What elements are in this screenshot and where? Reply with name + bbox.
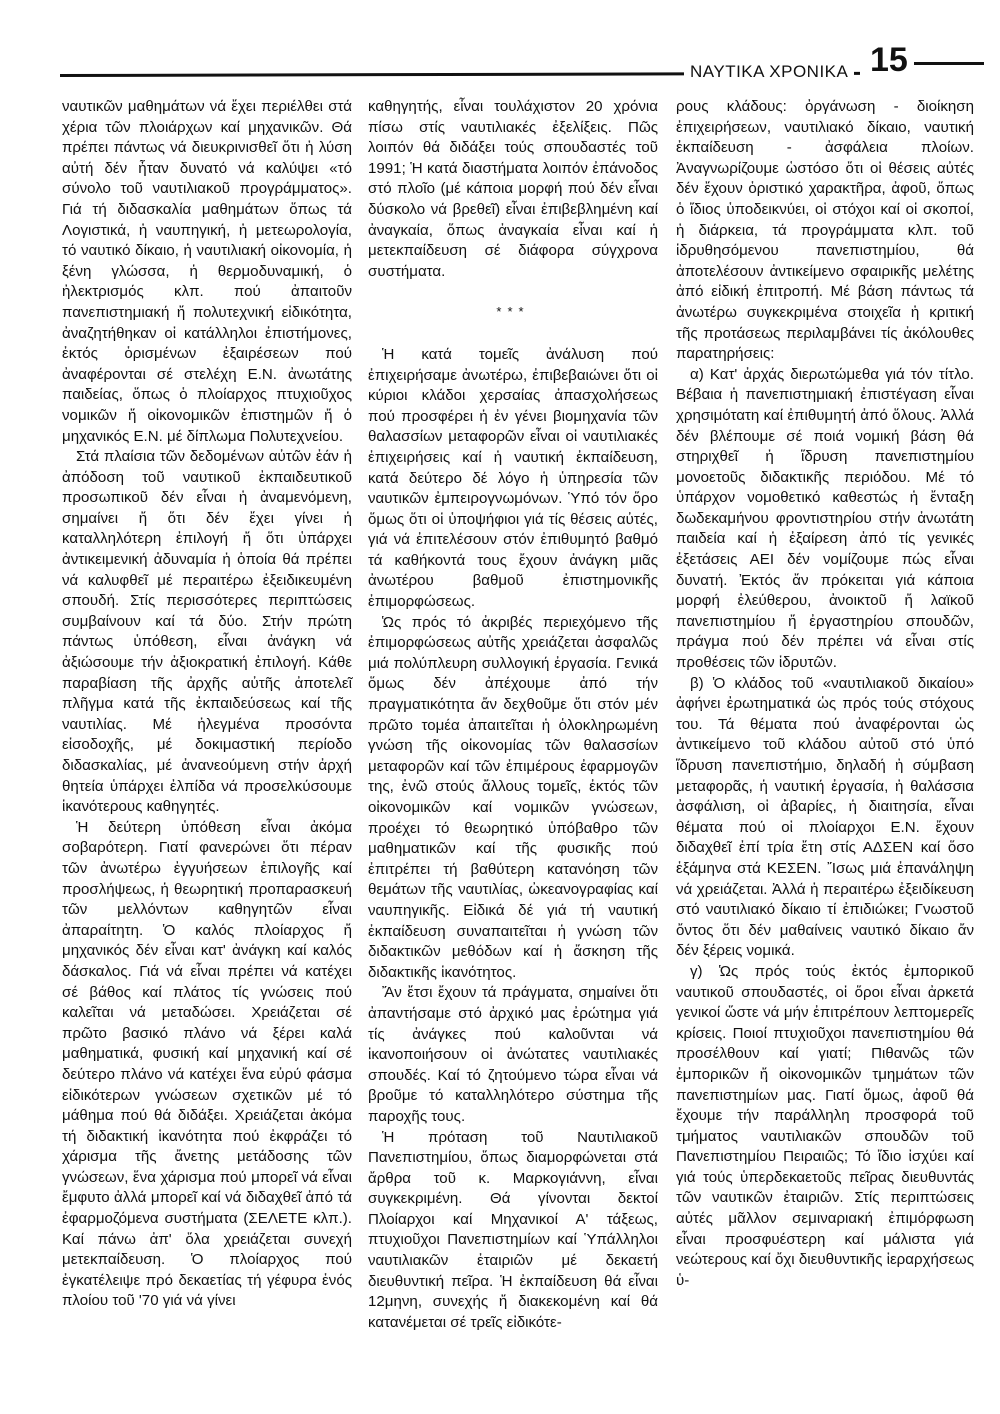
paragraph: α) Κατ' ἀρχάς διερωτώμεθα γιά τόν τίτλο. Βέβαια ἡ πανεπιστημιακή ἐπιστέγαση εἶναι χρησιμότατη καί ἐπιθυμητή ἀπό ὅλους. Ἀλλά δέν βλέπουμε σέ ποιά νομική βάση θά στηριχθεῖ ἡ ἵδρυση πανεπιστημίου μονοετοῦς διδακτικῆς περιόδου. Μέ τό ὑπάρχον νομοθετικό καθεστώς ἡ ἔνταξη δωδεκαμήνου φροντιστηρίου στήν ἀνωτάτη παιδεία καί ἡ ἐξαίρεση ἀπό τίς γενικές ἐξετάσεις ΑΕΙ δέν νομίζουμε πώς εἶναι δυνατή. Ἐκτός ἄν πρόκειται γιά κάποια μορφή ἐλεύθερου, ἀνοικτοῦ ἤ λαϊκοῦ πανεπιστημίου ἤ ἐργαστηρίου σπουδῶν, πράγμα πού δέν πρέπει νά εἶναι στίς προθέσεις τῶν ἱδρυτῶν. <box>676 365 974 672</box>
running-header-title: ΝΑΥΤΙΚΑ ΧΡΟΝΙΚΑ <box>684 62 854 82</box>
section-separator: *** <box>496 304 530 320</box>
paragraph: ρους κλάδους: ὀργάνωση - διοίκηση ἐπιχειρήσεων, ναυτιλιακό δίκαιο, ναυτική ἐκπαίδευση - ἀσφάλεια πλοίων. Ἀναγνωρίζουμε ὡστόσο ὅτι οἱ θέσεις αὐτές δέν ἔχουν ὁριστικό χαρακτῆρα, ἀφοῦ, ὅπως ὁ ἴδιος ὑποδεικνύει, οἱ στόχοι καί οἱ σκοποί, ἡ διάρκεια, τά προγράμματα κλπ. τοῦ ἱδρυθησόμενου πανεπιστημίου, θά ἀποτελέσουν ἀντικείμενο σφαιρικῆς μελέτης ἀπό εἰδική ἐπιτροπή. Μέ βάση πάντως τά ἀνωτέρω συγκεκριμένα στοιχεῖα ἡ κριτική τῆς προτάσεως περιλαμβάνει τίς ἀκόλουθες παρατηρήσεις: <box>676 98 974 363</box>
paragraph: Ἡ κατά τομεῖς ἀνάλυση πού ἐπιχειρήσαμε ἀνωτέρω, ἐπιβεβαιώνει ὅτι οἱ κύριοι κλάδοι χερσαίας ἀπασχολήσεως πού προσφέρει ἡ ἐν γένει βιομηχανία τῶν θαλασσίων μεταφορῶν εἶναι οἱ ναυτιλιακές ἐπιχειρήσεις καί ἡ ναυτική ἐκπαίδευση, κατά δεύτερο δέ λόγο ἡ ὑπηρεσία τῶν ναυτικῶν ἐμπειρογνωμόνων. Ὑπό τόν ὅρο ὅμως ὅτι οἱ ὑποψήφιοι γιά τίς θέσεις αὐτές, γιά νά ἐπιτελέσουν στόν ἐπιθυμητό βαθμό τά καθήκοντά τους ἔχουν ἀνάγκη μιᾶς ἀνωτέρου βαθμοῦ ἐπιστημονικῆς ἐπιμορφώσεως. <box>368 345 658 611</box>
paragraph: Ἡ πρόταση τοῦ Ναυτιλιακοῦ Πανεπιστημίου, ὅπως διαμορφώνεται στά ἄρθρα τοῦ κ. Μαρκογιάννη, εἶναι συγκεκριμένη. Θά γίνονται δεκτοί Πλοίαρχοι καί Μηχανικοί Α' τάξεως, πτυχιοῦχοι Πανεπιστημίων καί Ὑπάλληλοι ναυτιλιακῶν ἐταιριῶν μέ δεκαετή διευθυντική πεῖρα. Ἡ ἐκπαίδευση θά εἶναι 12μηνη, συνεχής ἤ διακεκομένη καί θά κατανέμεται σέ τρεῖς εἰδικότε- <box>368 1128 658 1331</box>
paragraph: καθηγητής, εἶναι τουλάχιστον 20 χρόνια πίσω στίς ναυτιλιακές ἐξελίξεις. Πῶς λοιπόν θά διδάξει τούς σπουδαστές τοῦ 1991; Ἡ κατά διαστήματα λοιπόν ἐπάνοδος στό πλοῖο (μέ κάποια μορφή πού δέν εἶναι δύσκολο νά βρεθεῖ) εἶναι ἐπιβεβλημένη καί ἀναγκαία, ὅπως ἀναγκαία εἶναι καί ἡ μετεκπαίδευση σέ διάφορα σύγχρονα συστήματα. <box>368 98 658 280</box>
text-column-1 <box>62 97 352 1312</box>
paragraph: Ὡς πρός τό ἀκριβές περιεχόμενο τῆς ἐπιμορφώσεως αὐτῆς χρειάζεται ἀσφαλῶς μιά πολύπλευρη συλλογική ἐργασία. Γενικά ὅμως δέν ἀπέχουμε ἀπό τήν πραγματικότητα ἄν δεχθοῦμε ὅτι στόν μέν πρῶτο τομέα ἀπαιτεῖται ἡ ὁλοκληρωμένη γνώση τῆς οἰκονομίας τῶν θαλασσίων μεταφορῶν καί τῶν ἐπιμέρους ἐφαρμογῶν της, ἐνῶ στούς ἄλλους τομεῖς, ἐκτός τῶν οἰκονομικῶν καί νομικῶν γνώσεων, προέχει τό θεωρητικό ὑπόβαθρο τῶν μαθηματικῶν καί τῆς φυσικῆς πού ἐπιτρέπει τή βαθύτερη κατανόηση τῶν θεμάτων τῆς ναυτιλίας, ὠκεανογραφίας καί ναυπηγικῆς. Εἰδικά δέ γιά τή ναυτική ἐκπαίδευση συναπαιτεῖται ἡ γνώση τῶν διδακτικῶν μεθόδων καί ἡ ἄσκηση τῆς διδακτικῆς ἱκανότητος. <box>368 613 658 981</box>
paragraph: Ἡ δεύτερη ὑπόθεση εἶναι ἀκόμα σοβαρότερη. Γιατί φανερώνει ὅτι πέραν τῶν ἀνωτέρω ἐγγυήσεων ἐπιλογῆς καί προσλήψεως, ἡ θεωρητική προπαρασκευή τῶν μελλόντων καθηγητῶν εἶναι ἀπαραίτητη. Ὁ καλός πλοίαρχος ἤ μηχανικός δέν εἶναι κατ' ἀνάγκη καί καλός δάσκαλος. Γιά νά εἶναι πρέπει νά κατέχει σέ βάθος καί πλάτος τίς γνώσεις πού καλεῖται νά μεταδώσει. Χρειάζεται σέ πρῶτο βασικό πλάνο νά ξέρει καλά μαθηματικά, φυσική καί μηχανική καί σέ δεύτερο πλάνο νά κατέχει ἕνα εὐρύ φάσμα εἰδικότερων γνώσεων σχετικῶν μέ τό μάθημα πού θά διδάξει. Χρειάζεται ἀκόμα τή διδακτική ἱκανότητα πού ἐκφράζει τό χάρισμα τῆς ἄνετης μετάδοσης τῶν γνώσεων, ἕνα χάρισμα πού μπορεῖ νά εἶναι ἔμφυτο ἀλλά μπορεῖ καί νά διδαχθεῖ ἀπό τά ἐφαρμοζόμενα συστήματα (ΣΕΛΕΤΕ κλπ.). Καί πάνω ἀπ' ὅλα χρειάζεται συνεχή μετεκπαίδευση. Ὁ πλοίαρχος πού ἐγκατέλειψε πρό δεκαετίας τή γέφυρα ἑνός πλοίου τοῦ '70 γιά νά γίνει <box>62 818 352 1310</box>
page-number: 15 <box>866 40 912 80</box>
paragraph: β) Ὁ κλάδος τοῦ «ναυτιλιακοῦ δικαίου» ἀφήνει ἐρωτηματικά ὡς πρός τούς στόχους του. Τά θέματα πού ἀναφέρονται ὡς ἀντικείμενο τοῦ κλάδου αὐτοῦ στό ὑπό ἵδρυση πανεπιστήμιο, δηλαδή ἡ σύμβαση μεταφορᾶς, ἡ ναυτική ἐργασία, ἡ θαλάσσια ἀσφάλιση, οἱ ἀβαρίες, ἡ διαιτησία, εἶναι θέματα πού οἱ πλοίαρχοι Ε.Ν. ἔχουν διδαχθεῖ ἐπί τρία ἔτη στίς ΑΔΣΕΝ καί ὅσο ἑξάμηνα στά ΚΕΣΕΝ. Ἴσως μιά ἐπανάληψη νά χρειάζεται. Ἀλλά ἡ περαιτέρω ἐξειδίκευση στό ναυτιλιακό δίκαιο τί ἐπιδιώκει; Γνωστοῦ ὄντος ὅτι δέν μαθαίνεις ναυτικό δίκαιο ἄν δέν ξέρεις νομικά. <box>676 674 974 960</box>
paragraph: γ) Ὡς πρός τούς ἐκτός ἐμπορικοῦ ναυτικοῦ σπουδαστές, οἱ ὅροι εἶναι ἀρκετά γενικοί ὥστε νά μήν ἐπιτρέπουν λεπτομερεῖς κρίσεις. Ποιοί πτυχιοῦχοι πανεπιστημίου θά προσέλθουν καί γιατί; Πιθανῶς τῶν ἐμπορικῶν ἤ οἰκονομικῶν τμημάτων τῶν πανεπιστημίων μας. Γιατί ὅμως, ἀφοῦ θά ἔχουμε τήν παράλληλη προσφορά τοῦ τμήματος ναυτιλιακῶν σπουδῶν τοῦ Πανεπιστημίου Πειραιῶς; Τό ἴδιο ἰσχύει καί γιά τούς ὑπερδεκαετοῦς πεῖρας διευθυντάς τῶν ναυτικῶν ἐταιριῶν. Στίς περιπτώσεις αὐτές μᾶλλον σεμιναριακή ἐπιμόρφωση εἶναι προσφυέστερη καί μάλιστα γιά νεώτερους καί ὄχι διευθυντικῆς ἱεραρχήσεως ὑ- <box>676 962 974 1289</box>
text-column-3 <box>676 97 974 1291</box>
paragraph: Στά πλαίσια τῶν δεδομένων αὐτῶν ἐάν ἡ ἀπόδοση τοῦ ναυτικοῦ ἐκπαιδευτικοῦ προσωπικοῦ δέν εἶναι ἡ ἀναμενόμενη, σημαίνει ἤ ὅτι δέν ἔχει γίνει ἡ καταλληλότερη ἐπιλογή ἤ ὅτι ὑπάρχει ἀντικειμενική ἀδυναμία ἡ ὁποία θά πρέπει νά καλυφθεῖ μέ περαιτέρω ἐξειδικευμένη σπουδή. Στίς περισσότερες περιπτώσεις συμβαίνουν καί τά δύο. Στήν πρώτη πάντως ὑπόθεση, εἶναι ἀνάγκη νά ἀξιώσουμε τήν ἀξιοκρατική ἐπιλογή. Κάθε παραβίαση τῆς ἀρχῆς αὐτῆς ἀποτελεῖ πλῆγμα κατά τῆς ἐκπαιδεύσεως καί τῆς ναυτιλίας. Μέ ἠλεγμένα προσόντα εἰσοδοχῆς, μέ δοκιμαστική περίοδο διδασκαλίας, μέ ἀνανεούμενη στήν ἀρχή θητεία ὑπάρχει ἐλπίδα νά προσελκύσουμε ἱκανότερους καθηγητές. <box>62 448 352 816</box>
header-rule-end <box>914 62 984 65</box>
text-column-2 <box>368 97 658 1333</box>
paragraph: ναυτικῶν μαθημάτων νά ἔχει περιέλθει στά χέρια τῶν πλοιάρχων καί μηχανικῶν. Θά πρέπει πάντως νά διευκρινισθεῖ ὅτι ἡ λύση αὐτή δέν ἦταν δυνατό νά καλύψει «τό σύνολο τοῦ ναυτιλιακοῦ προγράμματος». Γιά τή διδασκαλία μαθημάτων ὅπως τά Λογιστικά, ἡ ναυπηγική, ἡ μετεωρολογία, τό ναυτικό δίκαιο, ἡ ναυτιλιακή οἰκονομία, ἡ ξένη γλώσσα, ἡ θερμοδυναμική, ὁ ἠλεκτρισμός κλπ. πού ἀπαιτοῦν πανεπιστημιακή ἤ πολυτεχνική εἰδικότητα, ἀναζητήθηκαν οἱ κατάλληλοι ἐπιστήμονες, ἐκτός ὁρισμένων ἐξαιρέσεων πού ἀναφέρονται σέ στελέχη Ε.Ν. ἀνωτάτης παιδείας, ὅπως ὁ πλοίαρχος πτυχιοῦχος νομικῶν ἤ οἰκονομικῶν ἐπιστημῶν ἤ ὁ μηχανικός Ε.Ν. μέ δίπλωμα Πολυτεχνείου. <box>62 98 352 445</box>
paragraph: Ἄν ἔτσι ἔχουν τά πράγματα, σημαίνει ὅτι ἀπαντήσαμε στό ἀρχικό μας ἐρώτημα γιά τίς ἀνάγκες πού καλοῦνται νά ἱκανοποιήσουν οἱ ἀνώτατες ναυτιλιακές σπουδές. Καί τό ζητούμενο τώρα εἶναι νά βροῦμε τό καταλληλότερο σύστημα τῆς παροχῆς τους. <box>368 984 658 1125</box>
